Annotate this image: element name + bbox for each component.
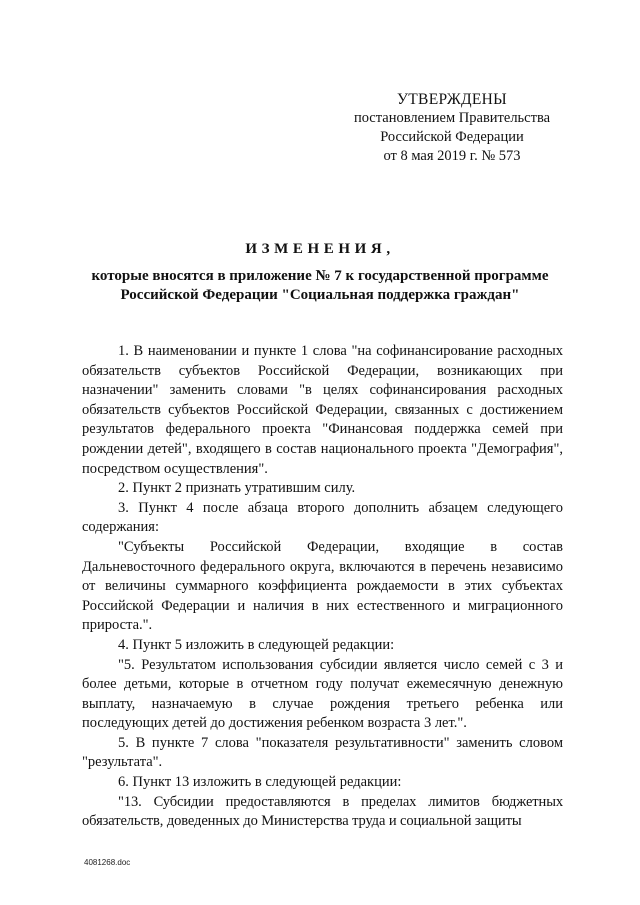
document-title <box>60 240 580 305</box>
paragraph-8: 6. Пункт 13 изложить в следующей редакции: <box>118 774 402 791</box>
paragraph-4: "Субъекты Российской Федерации, входящие в состав Дальневосточного федерального округа, включаются в перечень независимо от величины суммарного коэффициента рождаемости в этих субъектах Российской Федерации и наличия в них естественного и миграционного прироста.". <box>82 538 563 634</box>
paragraph-9: "13. Субсидии предоставляются в пределах лимитов бюджетных обязательств, доведенных до Министерства труда и социальной защиты <box>82 793 563 830</box>
approval-line-2: Российской Федерации <box>380 129 524 145</box>
paragraph-6: "5. Результатом использования субсидии является число семей с 3 и более детьми, которые в отчетном году получат ежемесячную денежную выплату, назначаемую в случае рождения третьего ребенка или последующих детей до достижения ребенком возраста 3 лет.". <box>82 656 563 732</box>
paragraph-1: 1. В наименовании и пункте 1 слова "на софинансирование расходных обязательств субъектов Российской Федерации, возникающих при назначении" заменить словами "в целях софинансирования расходных обязательств субъектов Российской Федерации, связанных с достижением результатов федерального проекта "Финансовая поддержка семей при рождении детей", входящего в состав национального проекта "Демография", посредством осуществления". <box>82 343 563 477</box>
title-line-1: которые вносятся в приложение № 7 к государственной программе <box>91 268 549 284</box>
paragraph-3: 3. Пункт 4 после абзаца второго дополнить абзацем следующего содержания: <box>82 499 563 536</box>
paragraph-2: 2. Пункт 2 признать утратившим силу. <box>118 480 356 497</box>
approval-line-1: постановлением Правительства <box>353 110 551 126</box>
title-line-2: Российской Федерации "Социальная поддержка граждан" <box>120 287 520 303</box>
approval-heading: УТВЕРЖДЕНЫ <box>397 91 507 108</box>
title-main: ИЗМЕНЕНИЯ, <box>245 241 395 257</box>
approval-line-3: от 8 мая 2019 г. № 573 <box>383 148 521 164</box>
paragraph-7: 5. В пункте 7 слова "показателя результативности" заменить словом "результата". <box>82 734 563 771</box>
footer-doc-id: 4081268.doc <box>84 858 131 867</box>
paragraph-5: 4. Пункт 5 изложить в следующей редакции: <box>118 636 395 653</box>
approval-block <box>352 90 552 166</box>
title-gap <box>60 259 580 267</box>
document-body <box>82 342 563 832</box>
